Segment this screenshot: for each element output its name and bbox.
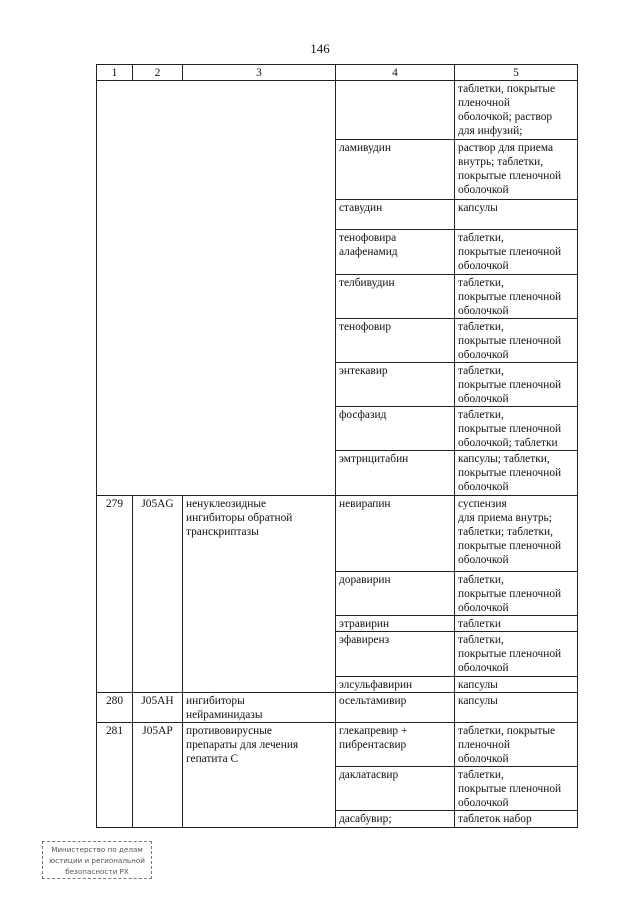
drug-name-cell: энтекавир — [336, 363, 455, 407]
drug-name-cell: невирапин — [336, 496, 455, 572]
dosage-form-cell: капсулы; таблетки, покрытые пленочной оболочкой — [455, 451, 578, 496]
row-number-cell: 280 — [97, 693, 133, 723]
drug-name-cell: глекапревир + пибрентасвир — [336, 723, 455, 767]
drug-name-cell: даклатасвир — [336, 767, 455, 811]
stamp-line: безопасности РХ — [65, 867, 129, 876]
dosage-form-cell: таблетки, покрытые пленочной оболочкой — [455, 319, 578, 363]
dosage-form-cell: таблетки, покрытые пленочной оболочкой — [455, 363, 578, 407]
drug-name-cell: тенофовир — [336, 319, 455, 363]
drug-name-cell: ламивудин — [336, 140, 455, 200]
dosage-form-cell: капсулы — [455, 200, 578, 230]
row-number-cell: 279 — [97, 496, 133, 693]
column-header: 3 — [183, 65, 336, 81]
drug-name-cell — [336, 81, 455, 140]
drug-name-cell: эмтрицитабин — [336, 451, 455, 496]
ministry-stamp — [42, 841, 152, 879]
drug-name-cell: этравирин — [336, 616, 455, 632]
table-row — [97, 496, 578, 572]
drug-name-cell: дасабувир; — [336, 811, 455, 828]
group-name-cell: противовирусные препараты для лечения гепатита С — [183, 723, 336, 828]
drug-name-cell: элсульфавирин — [336, 677, 455, 693]
dosage-form-cell: таблетки, покрытые пленочной оболочкой — [455, 767, 578, 811]
table-row — [97, 81, 578, 140]
dosage-form-cell: таблетки — [455, 616, 578, 632]
dosage-form-cell: таблетки, покрытые пленочной оболочкой — [455, 230, 578, 275]
drug-name-cell: фосфазид — [336, 407, 455, 451]
drug-name-cell: доравирин — [336, 572, 455, 616]
drug-name-cell: осельтамивир — [336, 693, 455, 723]
atc-code-cell: J05AG — [133, 496, 183, 693]
column-header: 5 — [455, 65, 578, 81]
row-number-cell: 281 — [97, 723, 133, 828]
drug-name-cell: телбивудин — [336, 275, 455, 319]
column-header: 1 — [97, 65, 133, 81]
table-row — [97, 723, 578, 767]
dosage-form-cell: таблетки, покрытые пленочной оболочкой — [455, 572, 578, 616]
dosage-form-cell: таблеток набор — [455, 811, 578, 828]
dosage-form-cell: суспензия для приема внутрь; таблетки; таблетки, покрытые пленочной оболочкой — [455, 496, 578, 572]
dosage-form-cell: таблетки, покрытые пленочной оболочкой; таблетки — [455, 407, 578, 451]
dosage-form-cell: таблетки, покрытые пленочной оболочкой; раствор для инфузий; — [455, 81, 578, 140]
atc-code-cell: J05AP — [133, 723, 183, 828]
continued-group-cell — [97, 81, 336, 496]
dosage-form-cell: таблетки, покрытые пленочной оболочкой — [455, 723, 578, 767]
dosage-form-cell: таблетки, покрытые пленочной оболочкой — [455, 275, 578, 319]
table-row — [97, 693, 578, 723]
group-name-cell: ненуклеозидные ингибиторы обратной транскриптазы — [183, 496, 336, 693]
drug-name-cell: тенофовира алафенамид — [336, 230, 455, 275]
drug-name-cell: ставудин — [336, 200, 455, 230]
stamp-line: Министерство по делам — [51, 845, 143, 854]
page-number: 146 — [310, 41, 330, 56]
drug-name-cell: эфавиренз — [336, 632, 455, 677]
dosage-form-cell: раствор для приема внутрь; таблетки, покрытые пленочной оболочкой — [455, 140, 578, 200]
dosage-form-cell: капсулы — [455, 693, 578, 723]
group-name-cell: ингибиторы нейраминидазы — [183, 693, 336, 723]
stamp-line: юстиции и региональной — [49, 856, 145, 865]
drug-table — [96, 64, 578, 828]
atc-code-cell: J05AH — [133, 693, 183, 723]
dosage-form-cell: таблетки, покрытые пленочной оболочкой — [455, 632, 578, 677]
column-header: 4 — [336, 65, 455, 81]
column-header-row — [97, 65, 578, 81]
column-header: 2 — [133, 65, 183, 81]
dosage-form-cell: капсулы — [455, 677, 578, 693]
